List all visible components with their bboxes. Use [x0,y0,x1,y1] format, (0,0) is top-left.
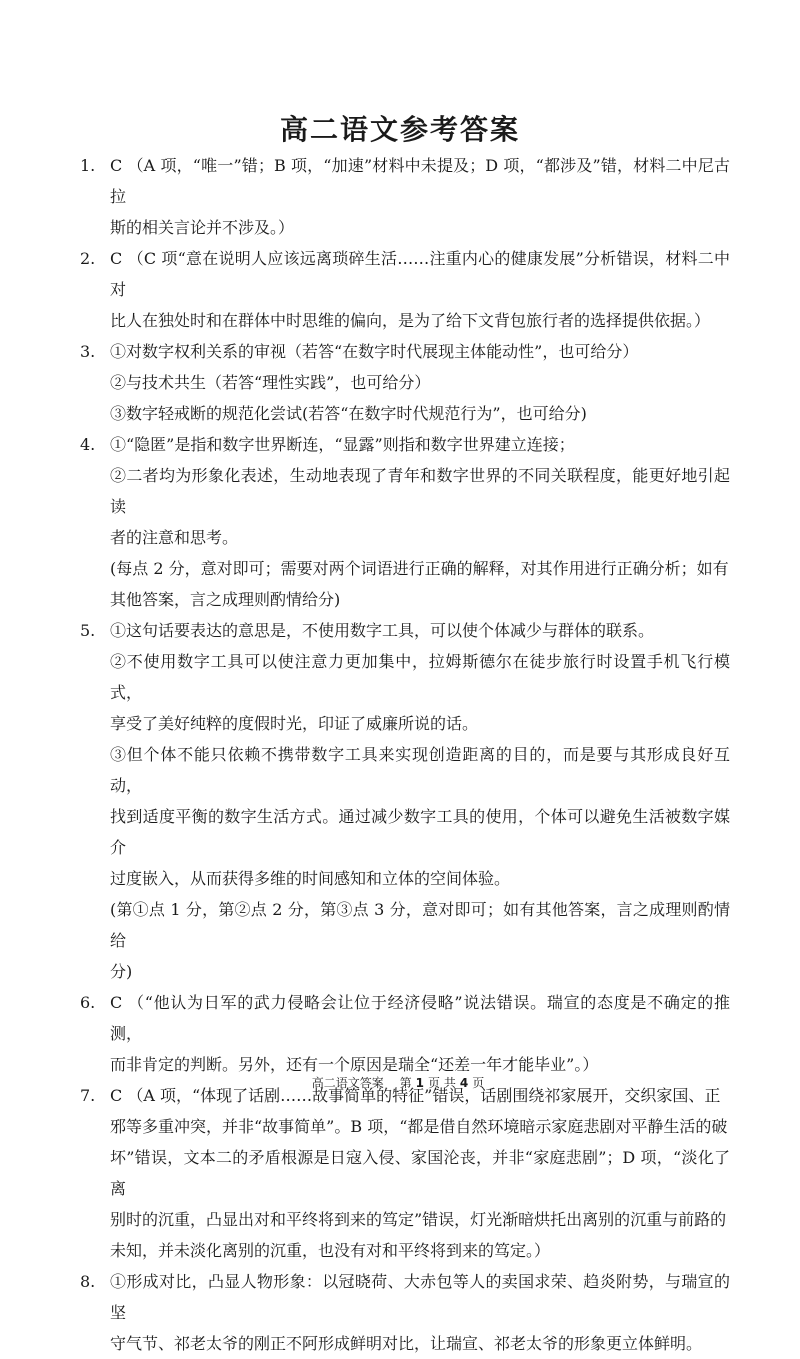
answer-body [110,336,730,429]
answer-line: 者的注意和思考。 [110,528,239,547]
footer-page-mid: 页 共 [428,1076,456,1090]
answer-item [80,429,730,615]
answer-number: 6. [80,993,96,1012]
footer-page-prefix: 第 [399,1076,412,1090]
footer-doc-name: 高二语文答案 [311,1076,384,1090]
footer-page-info [396,1076,489,1090]
answer-number: 3. [80,342,96,361]
answer-line: 而非肯定的判断。另外，还有一个原因是瑞全“还差一年才能毕业”。） [110,1055,599,1074]
answer-body [110,615,730,987]
answer-line: 斯的相关言论并不涉及。） [110,218,295,237]
answer-item [80,150,730,243]
page-title: 高二语文参考答案 [279,113,520,146]
answer-line: 坏”错误，文本二的矛盾根源是日寇入侵、家国沦丧，并非“家庭悲剧”；D 项，“淡化了离 [110,1148,730,1198]
answer-line: (每点 2 分，意对即可；需要对两个词语进行正确的解释，对其作用进行正确分析；如有 [110,559,729,578]
answer-line: C （C 项“意在说明人应该远离琐碎生活……注重内心的健康发展”分析错误，材料二中对 [110,249,730,299]
answer-line: (第①点 1 分，第②点 2 分，第③点 3 分，意对即可；如有其他答案，言之成理则酌情给 [110,900,730,950]
answer-line: ①形成对比，凸显人物形象：以冠晓荷、大赤包等人的卖国求荣、趋炎附势，与瑞宣的坚 [110,1272,730,1322]
footer-total-pages: 4 [459,1076,469,1090]
answer-body [110,1080,730,1266]
answer-line: ②与技术共生（若答“理性实践”，也可给分） [110,373,431,392]
footer-page-number: 1 [415,1076,424,1090]
answer-line: 邪等多重冲突，并非“故事简单”。B 项，“都是借自然环境暗示家庭悲剧对平静生活的破 [110,1117,728,1136]
answer-item [80,615,730,987]
answer-item [80,243,730,336]
answer-line: C （A 项，“体现了话剧……故事简单的特征”错误，话剧围绕祁家展开，交织家国、正 [110,1086,721,1105]
answer-body [110,1266,730,1359]
answer-number: 5. [80,621,96,640]
answer-body [110,150,730,243]
answer-list [80,150,730,1359]
answer-line: C （A 项，“唯一”错；B 项，“加速”材料中未提及；D 项，“都涉及”错，材料二中尼古拉 [110,156,730,206]
page-footer [0,1074,800,1091]
answer-line: ③但个体不能只依赖不携带数字工具来实现创造距离的目的，而是要与其形成良好互动， [110,745,730,795]
answer-line: 分) [110,962,133,981]
answer-body [110,429,730,615]
answer-number: 2. [80,249,96,268]
answer-line: ①“隐匿”是指和数字世界断连，“显露”则指和数字世界建立连接； [110,435,575,454]
answer-line: C （“他认为日军的武力侵略会让位于经济侵略”说法错误。瑞宣的态度是不确定的推测， [110,993,730,1043]
answer-line: 未知，并未淡化离别的沉重，也没有对和平终将到来的笃定。） [110,1241,551,1260]
answer-item [80,336,730,429]
answer-line: 其他答案，言之成理则酌情给分) [110,590,341,609]
answer-number: 7. [80,1086,96,1105]
answer-line: ①对数字权利关系的审视（若答“在数字时代展现主体能动性”，也可给分） [110,342,639,361]
answer-line: ③数字轻戒断的规范化尝试(若答“在数字时代规范行为”，也可给分) [110,404,587,423]
answer-line: 过度嵌入，从而获得多维的时间感知和立体的空间体验。 [110,869,511,888]
answer-number: 4. [80,435,96,454]
answer-line: 守气节、祁老太爷的刚正不阿形成鲜明对比，让瑞宣、祁老太爷的形象更立体鲜明。 [110,1334,703,1353]
answer-body [110,987,730,1080]
answer-body [110,243,730,336]
answer-item [80,1080,730,1266]
answer-item [80,1266,730,1359]
answer-line: 别时的沉重，凸显出对和平终将到来的笃定”错误，灯光渐暗烘托出离别的沉重与前路的 [110,1210,727,1229]
answer-line: ②不使用数字工具可以使注意力更加集中，拉姆斯德尔在徒步旅行时设置手机飞行模式， [110,652,730,702]
answer-line: 比人在独处时和在群体中时思维的偏向，是为了给下文背包旅行者的选择提供依据。） [110,311,711,330]
answer-line: ②二者均为形象化表述，生动地表现了青年和数字世界的不同关联程度，能更好地引起读 [110,466,730,516]
answer-item [80,987,730,1080]
answer-number: 8. [80,1272,96,1291]
answer-number: 1. [80,156,96,175]
answer-line: 享受了美好纯粹的度假时光，印证了威廉所说的话。 [110,714,479,733]
footer-page-suffix: 页 [472,1076,485,1090]
answer-line: 找到适度平衡的数字生活方式。通过减少数字工具的使用，个体可以避免生活被数字媒介 [110,807,730,857]
answer-line: ①这句话要表达的意思是，不使用数字工具，可以使个体减少与群体的联系。 [110,621,655,640]
